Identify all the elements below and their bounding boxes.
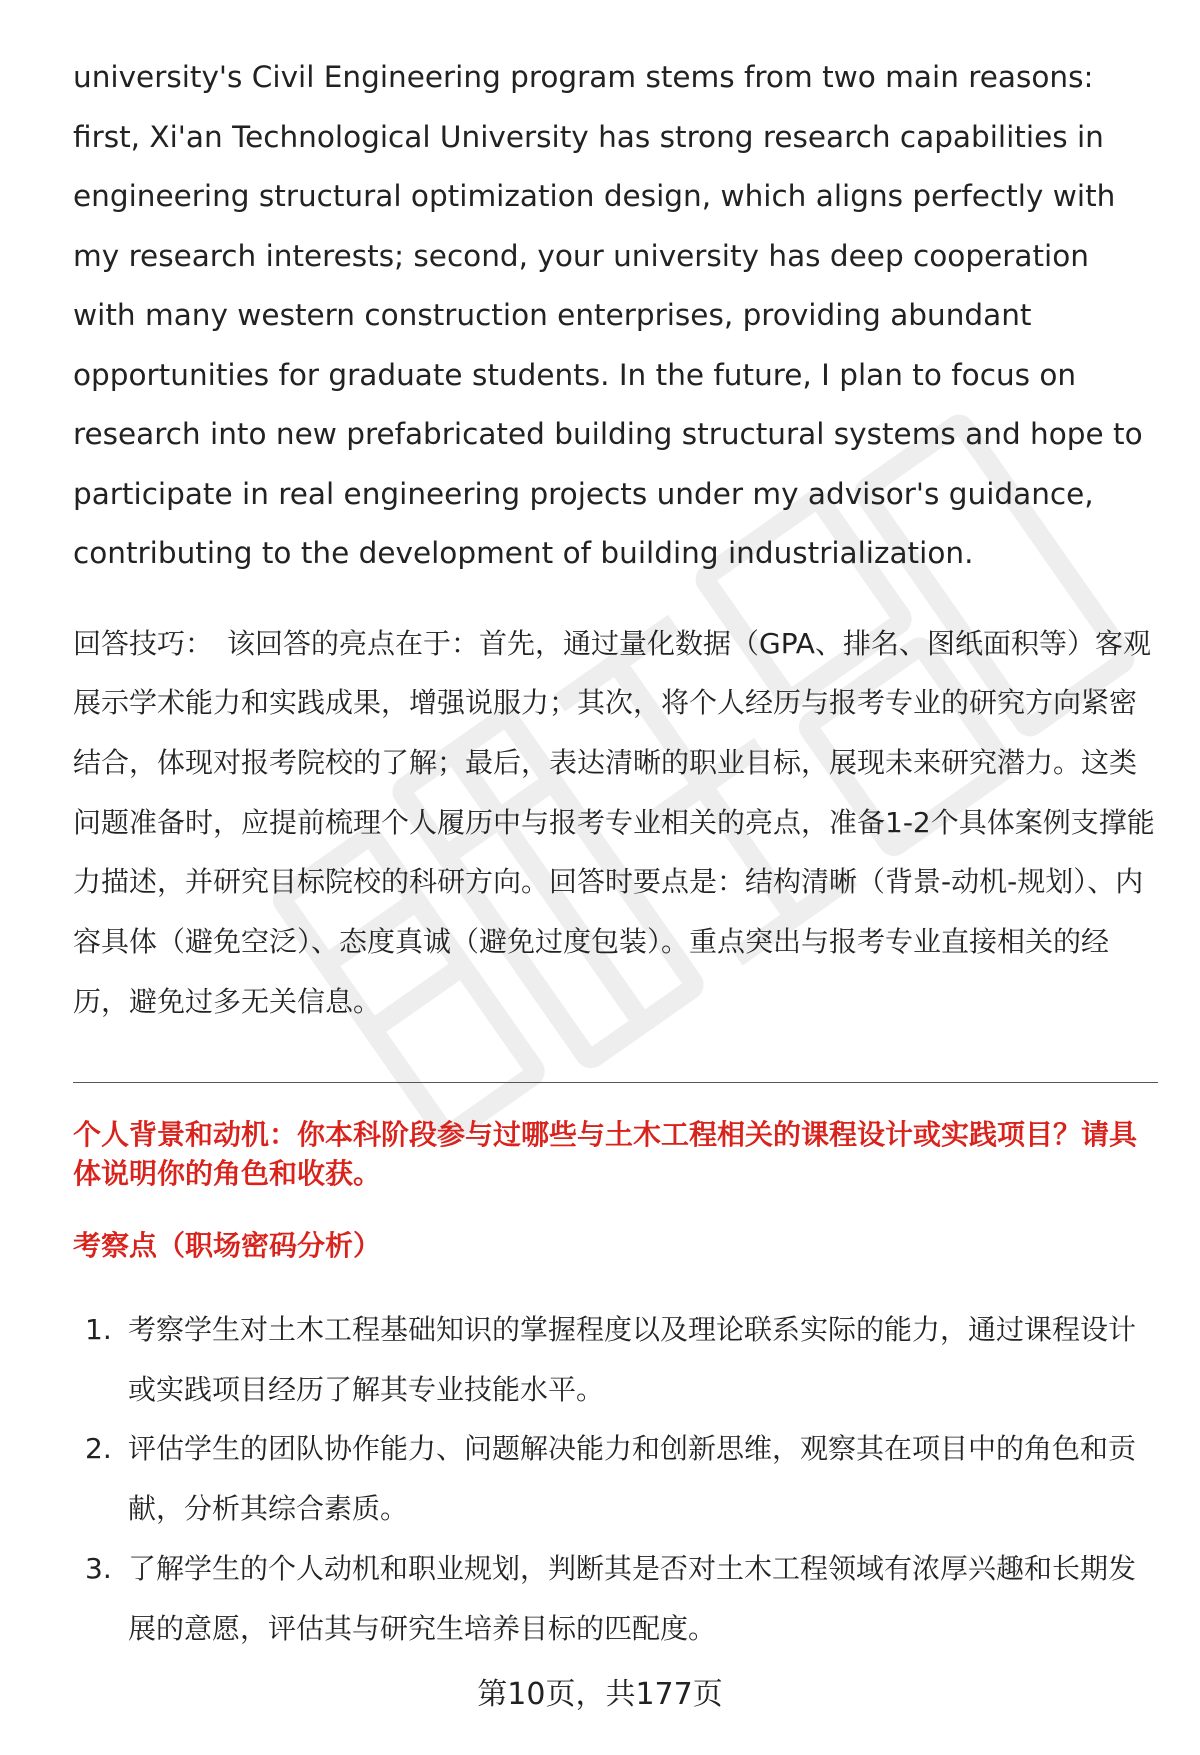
list-item-number: 2. (85, 1432, 112, 1466)
list-item (73, 1539, 1163, 1658)
page-number-footer: 第10页，共177页 (477, 1677, 723, 1712)
tips-label: 回答技巧： (73, 626, 214, 660)
english-answer-paragraph: university's Civil Engineering program stems from two main reasons: first, Xi'an Technological University has strong research capabilities in engineering structural optimization design, which aligns perfectly with my research interests; second, your university has deep cooperation with many western construction enterprises, providing abundant opportunities for graduate students. In the future, I plan to focus on research into new prefabricated building structural systems and hope to participate in real engineering projects under my advisor's guidance, contributing to the development of building industrialization. (73, 60, 1143, 570)
list-item-text: 考察学生对土木工程基础知识的掌握程度以及理论联系实际的能力，通过课程设计或实践项目经历了解其专业技能水平。 (128, 1313, 1137, 1406)
list-item (73, 1300, 1163, 1419)
content-area (73, 48, 1158, 1031)
list-item-text: 了解学生的个人动机和职业规划，判断其是否对土木工程领域有浓厚兴趣和长期发展的意愿，评估其与研究生培养目标的匹配度。 (128, 1551, 1137, 1645)
assessment-points-list (73, 1300, 1163, 1658)
section-divider (73, 1082, 1158, 1083)
list-item-number: 1. (85, 1313, 112, 1346)
list-item-text: 评估学生的团队协作能力、问题解决能力和创新思维，观察其在项目中的角色和贡献，分析其综合素质。 (128, 1432, 1137, 1526)
question-heading: 个人背景和动机：你本科阶段参与过哪些与土木工程相关的课程设计或实践项目？请具体说明你的角色和收获。 (73, 1118, 1138, 1190)
answer-tips (73, 614, 1158, 1032)
assessment-points-title: 考察点（职场密码分析） (73, 1229, 382, 1262)
list-item-number: 3. (85, 1551, 112, 1585)
tips-text: 该回答的亮点在于：首先，通过量化数据（GPA、排名、图纸面积等）客观展示学术能力和实践成果，增强说服力；其次，将个人经历与报考专业的研究方向紧密结合，体现对报考院校的了解；最后，表达清晰的职业目标，展现未来研究潜力。这类问题准备时，应提前梳理个人履历中与报考专业相关的亮点，准备1-2个具体案例支撑能力描述，并研究目标院校的科研方向。回答时要点是：结构清晰（背景-动机-规划）、内容具体（避免空泛）、态度真诚（避免过度包装）。重点突出与报考专业直接相关的经历，避免过多无关信息。 (73, 626, 1155, 1018)
list-item (73, 1419, 1163, 1538)
